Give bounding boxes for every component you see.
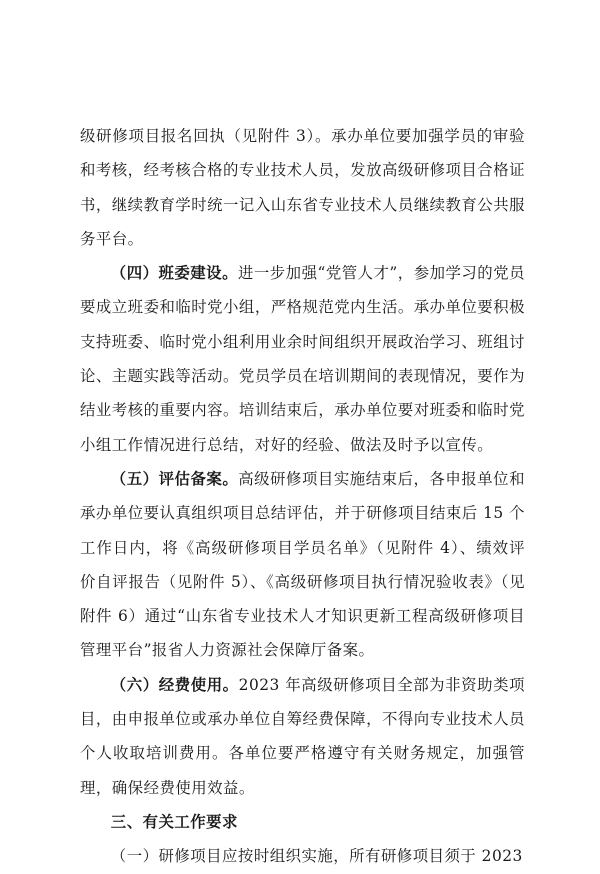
paragraph-heading: （四）班委建设。 [110, 264, 238, 283]
paragraph-text: 进一步加强“党管人才”，参加学习的党员要成立班委和临时党小组，严格规范党内生活。承办单位要积极支持班委、临时党小组利用业余时间组织开展政治学习、班组讨论、主题实践等活动。党员学员在培训期间的表现情况，要作为结业考核的重要内容。培训结束后，承办单位要对班委和临时党小组工作情况进行总结，对好的经验、做法及时予以宣传。 [80, 264, 525, 454]
paragraph-class-committee [80, 256, 525, 462]
paragraph-heading: （五）评估备案。 [110, 469, 239, 488]
paragraph-report-receipt [80, 119, 525, 256]
section-heading: 三、有关工作要求 [110, 812, 238, 831]
paragraph-text: 高级研修项目实施结束后，各申报单位和承办单位要认真组织项目总结评估，并于研修项目结束后 15 个工作日内，将《高级研修项目学员名单》（见附件 4）、绩效评价自评报告（见附件 5）、《高级研修项目执行情况验收表》（见附件 6）通过“山东省专业技术人才知识更新工程高级研修项目管理平台”报省人力资源社会保障厅备案。 [80, 469, 525, 660]
paragraph-text: 2023 年高级研修项目全部为非资助类项目，由申报单位或承办单位自筹经费保障，不得向专业技术人员个人收取培训费用。各单位要严格遵守有关财务规定，加强管理，确保经费使用效益。 [80, 675, 525, 797]
paragraph-funding-use [80, 668, 525, 805]
paragraph-text: 级研修项目报名回执（见附件 3）。承办单位要加强学员的审验和考核，经考核合格的专业技术人员，发放高级研修项目合格证书，继续教育学时统一记入山东省专业技术人员继续教育公共服务平台。 [80, 127, 525, 248]
paragraph-implementation [80, 839, 525, 873]
document-body [80, 119, 525, 874]
paragraph-text: （一）研修项目应按时组织实施，所有研修项目须于 2023 [110, 847, 523, 866]
paragraph-evaluation-filing [80, 462, 525, 668]
paragraph-heading: （六）经费使用。 [110, 675, 239, 694]
